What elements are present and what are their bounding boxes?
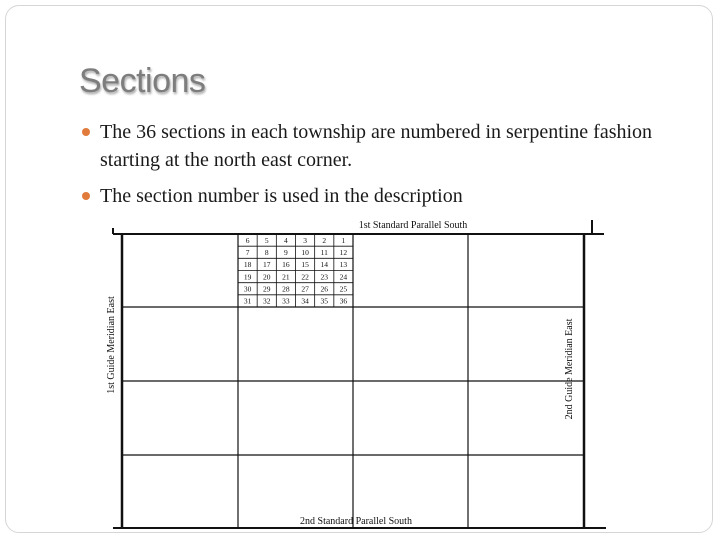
- section-number: 12: [339, 248, 348, 258]
- section-number: 26: [320, 284, 328, 294]
- section-number: 17: [263, 260, 271, 270]
- section-number: 33: [282, 296, 290, 306]
- section-number: 30: [243, 284, 252, 294]
- section-number: 20: [263, 272, 271, 282]
- right-meridian-label: 2nd Guide Meridian East: [564, 318, 575, 420]
- bullet-dot-icon: [82, 128, 90, 136]
- bullet-text: The section number is used in the description: [100, 185, 463, 207]
- top-parallel-label: 1st Standard Parallel South: [358, 220, 468, 231]
- section-number: 21: [282, 272, 290, 282]
- bullet-item: [82, 182, 682, 210]
- section-number: 14: [320, 260, 328, 270]
- section-number: 2: [322, 235, 327, 245]
- section-number: 16: [282, 260, 290, 270]
- section-number: 19: [243, 272, 252, 282]
- section-number: 25: [339, 284, 348, 294]
- bullet-text: The 36 sections in each township are numbered in serpentine fashion starting at the north east corner.: [100, 121, 653, 171]
- section-number: 23: [320, 272, 328, 282]
- section-number: 1: [341, 235, 346, 245]
- bullet-item: [82, 118, 682, 174]
- section-number: 4: [284, 235, 288, 245]
- section-number: 35: [320, 296, 328, 306]
- left-meridian-label: 1st Guide Meridian East: [106, 296, 117, 394]
- section-number: 24: [339, 272, 348, 282]
- section-number: 31: [243, 296, 252, 306]
- section-number: 32: [263, 296, 271, 306]
- section-number: 6: [245, 235, 250, 245]
- section-number: 8: [264, 248, 269, 258]
- section-number: 27: [301, 284, 309, 294]
- section-number: 9: [284, 248, 288, 258]
- section-number: 29: [263, 284, 271, 294]
- slide-title: Sections: [79, 62, 206, 100]
- section-number: 10: [301, 248, 309, 258]
- section-number: 7: [245, 248, 250, 258]
- section-number: 15: [301, 260, 309, 270]
- bottom-parallel-label: 2nd Standard Parallel South: [300, 516, 412, 527]
- section-number: 5: [264, 235, 269, 245]
- section-number: 28: [282, 284, 290, 294]
- section-number: 3: [303, 235, 307, 245]
- bullet-list: [82, 118, 682, 218]
- section-number: 36: [339, 296, 348, 306]
- section-number: 11: [320, 248, 328, 258]
- section-number: 22: [301, 272, 309, 282]
- section-number: 13: [339, 260, 348, 270]
- section-number: 18: [243, 260, 252, 270]
- bullet-dot-icon: [82, 192, 90, 200]
- section-number: 34: [301, 296, 309, 306]
